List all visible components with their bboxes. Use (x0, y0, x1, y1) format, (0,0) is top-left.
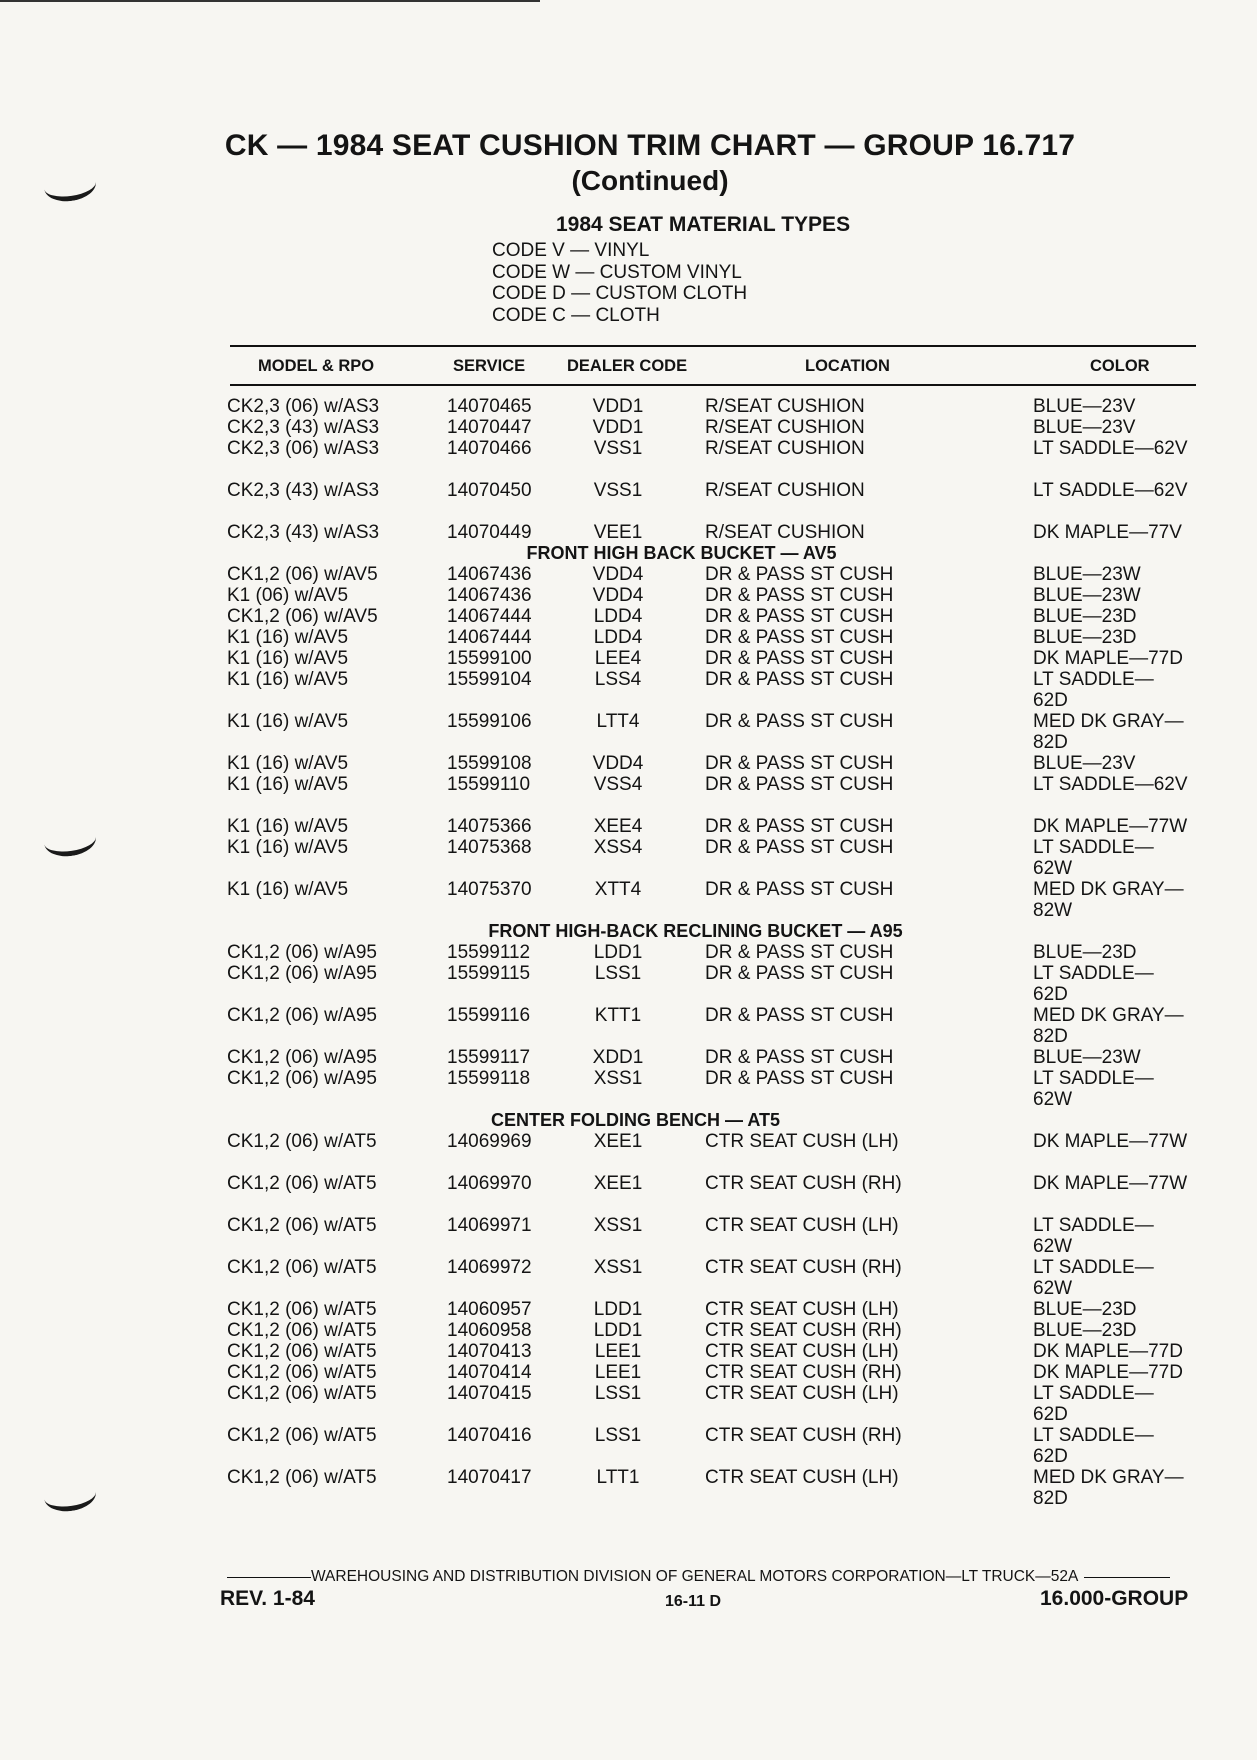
location-cell: R/SEAT CUSHION (705, 480, 865, 501)
table-row (0, 417, 1257, 438)
table-row (0, 774, 1257, 816)
location-cell: DR & PASS ST CUSH (705, 564, 894, 585)
color-cell: BLUE—23D (1033, 1299, 1137, 1320)
page-subtitle: (Continued) (571, 165, 729, 196)
dealer-code-cell: LEE4 (594, 648, 642, 669)
table-row (0, 396, 1257, 417)
location-cell: DR & PASS ST CUSH (705, 774, 894, 795)
color-cell: BLUE—23D (1033, 1320, 1137, 1341)
material-code: CODE C — CLOTH (492, 304, 660, 326)
section-heading (0, 1110, 1257, 1131)
location-cell: CTR SEAT CUSH (RH) (705, 1257, 902, 1278)
location-cell: R/SEAT CUSHION (705, 438, 865, 459)
service-number-cell: 14070415 (447, 1383, 532, 1404)
table-row (0, 1383, 1257, 1425)
dealer-code-cell: VDD1 (592, 396, 644, 417)
color-cell: LT SADDLE—62V (1033, 480, 1188, 501)
model-cell: CK1,2 (06) w/A95 (227, 1047, 377, 1068)
model-cell: K1 (16) w/AV5 (227, 774, 349, 795)
color-cell: BLUE—23D (1033, 942, 1137, 963)
model-cell: CK2,3 (43) w/AS3 (227, 417, 380, 438)
color-cell: DK MAPLE—77D (1033, 1362, 1183, 1383)
service-number-cell: 14070417 (447, 1467, 532, 1488)
color-cell: BLUE—23D (1033, 627, 1137, 648)
service-number-cell: 14069969 (447, 1131, 532, 1152)
color-cell: MED DK GRAY—82D (1033, 711, 1184, 753)
dealer-code-cell: VSS1 (593, 480, 643, 501)
model-cell: CK1,2 (06) w/A95 (227, 942, 377, 963)
table-row (0, 564, 1257, 585)
color-cell: DK MAPLE—77D (1033, 1341, 1183, 1362)
dealer-code-cell: LDD1 (593, 1320, 643, 1341)
service-number-cell: 15599108 (447, 753, 532, 774)
dealer-code-cell: XSS1 (593, 1068, 643, 1089)
trim-table-body (0, 396, 1257, 1509)
service-number-cell: 14067444 (447, 627, 532, 648)
service-number-cell: 15599100 (447, 648, 532, 669)
dealer-code-cell: LTT1 (596, 1467, 640, 1488)
model-cell: CK1,2 (06) w/AT5 (227, 1131, 377, 1152)
service-number-cell: 15599117 (447, 1047, 531, 1068)
dealer-code-cell: VDD4 (592, 564, 644, 585)
color-cell: LT SADDLE—62W (1033, 1068, 1154, 1110)
service-number-cell: 15599112 (447, 942, 531, 963)
table-row (0, 816, 1257, 837)
table-row (0, 627, 1257, 648)
color-cell: LT SADDLE—62D (1033, 1425, 1154, 1467)
table-row (0, 942, 1257, 963)
color-cell: LT SADDLE—62W (1033, 1215, 1154, 1257)
footer-division-line (227, 1567, 1195, 1587)
material-codes-list (492, 240, 747, 326)
service-number-cell: 15599116 (447, 1005, 531, 1026)
location-cell: DR & PASS ST CUSH (705, 753, 894, 774)
location-cell: CTR SEAT CUSH (RH) (705, 1362, 902, 1383)
location-cell: R/SEAT CUSHION (705, 417, 865, 438)
dealer-code-cell: XEE1 (593, 1173, 643, 1194)
color-cell: LT SADDLE—62D (1033, 1383, 1154, 1425)
color-cell: DK MAPLE—77W (1033, 1131, 1188, 1152)
dealer-code-cell: VSS4 (593, 774, 643, 795)
location-cell: CTR SEAT CUSH (LH) (705, 1383, 899, 1404)
location-cell: DR & PASS ST CUSH (705, 1068, 894, 1089)
dealer-code-cell: XDD1 (592, 1047, 644, 1068)
location-cell: DR & PASS ST CUSH (705, 585, 894, 606)
section-heading (0, 543, 1257, 564)
dealer-code-cell: LDD1 (593, 942, 643, 963)
table-row (0, 1362, 1257, 1383)
section-heading-label: FRONT HIGH-BACK RECLINING BUCKET — A95 (488, 921, 903, 941)
location-cell: DR & PASS ST CUSH (705, 1047, 894, 1068)
header-service: SERVICE (453, 357, 526, 375)
service-number-cell: 14070416 (447, 1425, 532, 1446)
dealer-code-cell: XSS1 (593, 1215, 643, 1236)
table-row (0, 669, 1257, 711)
service-number-cell: 15599104 (447, 669, 532, 690)
color-cell: BLUE—23V (1033, 417, 1136, 438)
model-cell: K1 (16) w/AV5 (227, 648, 349, 669)
model-cell: CK2,3 (43) w/AS3 (227, 522, 380, 543)
model-cell: CK1,2 (06) w/AV5 (227, 564, 378, 585)
material-types-title: 1984 SEAT MATERIAL TYPES (556, 213, 851, 236)
dealer-code-cell: LEE1 (594, 1341, 642, 1362)
dealer-code-cell: LDD1 (593, 1299, 643, 1320)
service-number-cell: 14070414 (447, 1362, 532, 1383)
dealer-code-cell: LDD4 (593, 627, 643, 648)
color-cell: LT SADDLE—62V (1033, 438, 1188, 459)
service-number-cell: 15599110 (447, 774, 531, 795)
page-title: CK — 1984 SEAT CUSHION TRIM CHART — GROUP 16.717 (224, 129, 1076, 162)
model-cell: CK1,2 (06) w/AT5 (227, 1383, 377, 1404)
table-top-rule (230, 345, 1196, 347)
table-row (0, 1068, 1257, 1110)
location-cell: DR & PASS ST CUSH (705, 1005, 894, 1026)
footer-group: 16.000-GROUP (1040, 1587, 1189, 1610)
color-cell: MED DK GRAY—82D (1033, 1467, 1184, 1509)
header-color: COLOR (1090, 357, 1150, 375)
location-cell: R/SEAT CUSHION (705, 396, 865, 417)
model-cell: CK1,2 (06) w/AT5 (227, 1341, 377, 1362)
dealer-code-cell: LSS1 (594, 1425, 642, 1446)
section-heading-label: FRONT HIGH BACK BUCKET — AV5 (526, 543, 837, 563)
location-cell: DR & PASS ST CUSH (705, 711, 894, 732)
model-cell: K1 (16) w/AV5 (227, 879, 349, 900)
service-number-cell: 14069971 (447, 1215, 532, 1236)
table-row (0, 1173, 1257, 1215)
dealer-code-cell: XSS1 (593, 1257, 643, 1278)
model-cell: CK1,2 (06) w/A95 (227, 1005, 377, 1026)
model-cell: CK1,2 (06) w/AT5 (227, 1467, 377, 1488)
location-cell: DR & PASS ST CUSH (705, 816, 894, 837)
model-cell: K1 (16) w/AV5 (227, 669, 349, 690)
table-row (0, 837, 1257, 879)
table-row (0, 711, 1257, 753)
color-cell: MED DK GRAY—82W (1033, 879, 1184, 921)
service-number-cell: 14070449 (447, 522, 532, 543)
service-number-cell: 15599115 (447, 963, 531, 984)
table-row (0, 1215, 1257, 1257)
color-cell: DK MAPLE—77D (1033, 648, 1183, 669)
service-number-cell: 14070450 (447, 480, 532, 501)
location-cell: DR & PASS ST CUSH (705, 837, 894, 858)
dealer-code-cell: LDD4 (593, 606, 643, 627)
model-cell: K1 (06) w/AV5 (227, 585, 349, 606)
location-cell: CTR SEAT CUSH (LH) (705, 1467, 899, 1488)
location-cell: CTR SEAT CUSH (RH) (705, 1320, 902, 1341)
location-cell: CTR SEAT CUSH (LH) (705, 1299, 899, 1320)
location-cell: DR & PASS ST CUSH (705, 648, 894, 669)
service-number-cell: 14070466 (447, 438, 532, 459)
color-cell: BLUE—23V (1033, 753, 1136, 774)
service-number-cell: 14075370 (447, 879, 532, 900)
dealer-code-cell: XEE1 (593, 1131, 643, 1152)
location-cell: DR & PASS ST CUSH (705, 606, 894, 627)
service-number-cell: 14069972 (447, 1257, 532, 1278)
model-cell: K1 (16) w/AV5 (227, 753, 349, 774)
dealer-code-cell: VDD4 (592, 585, 644, 606)
model-cell: K1 (16) w/AV5 (227, 711, 349, 732)
service-number-cell: 14069970 (447, 1173, 532, 1194)
table-row (0, 1047, 1257, 1068)
location-cell: DR & PASS ST CUSH (705, 879, 894, 900)
location-cell: DR & PASS ST CUSH (705, 627, 894, 648)
color-cell: MED DK GRAY—82D (1033, 1005, 1184, 1047)
color-cell: BLUE—23W (1033, 564, 1141, 585)
service-number-cell: 14067436 (447, 585, 532, 606)
location-cell: CTR SEAT CUSH (LH) (705, 1341, 899, 1362)
model-cell: CK1,2 (06) w/A95 (227, 963, 377, 984)
color-cell: LT SADDLE—62W (1033, 837, 1154, 879)
section-heading (0, 921, 1257, 942)
model-cell: CK1,2 (06) w/AT5 (227, 1320, 377, 1341)
model-cell: CK1,2 (06) w/AT5 (227, 1362, 377, 1383)
model-cell: K1 (16) w/AV5 (227, 816, 349, 837)
header-location: LOCATION (805, 357, 890, 375)
model-cell: CK1,2 (06) w/AT5 (227, 1215, 377, 1236)
page-top-rule (0, 0, 540, 2)
table-row (0, 1425, 1257, 1467)
table-row (0, 648, 1257, 669)
service-number-cell: 14070447 (447, 417, 532, 438)
dealer-code-cell: XTT4 (594, 879, 642, 900)
location-cell: CTR SEAT CUSH (RH) (705, 1173, 902, 1194)
location-cell: DR & PASS ST CUSH (705, 669, 894, 690)
binder-hole-mark (42, 167, 98, 205)
model-cell: CK1,2 (06) w/AT5 (227, 1257, 377, 1278)
table-row (0, 963, 1257, 1005)
service-number-cell: 14070465 (447, 396, 532, 417)
table-row (0, 1005, 1257, 1047)
header-dealer-code: DEALER CODE (567, 357, 688, 375)
service-number-cell: 14070413 (447, 1341, 532, 1362)
color-cell: BLUE—23D (1033, 606, 1137, 627)
table-row (0, 1299, 1257, 1320)
table-row (0, 753, 1257, 774)
table-row (0, 1257, 1257, 1299)
footer-division: WAREHOUSING AND DISTRIBUTION DIVISION OF GENERAL MOTORS CORPORATION—LT TRUCK—52A (311, 1568, 1079, 1585)
service-number-cell: 14060957 (447, 1299, 532, 1320)
color-cell: DK MAPLE—77W (1033, 816, 1188, 837)
dealer-code-cell: VDD1 (592, 417, 644, 438)
model-cell: CK2,3 (06) w/AS3 (227, 396, 380, 417)
dealer-code-cell: LSS1 (594, 963, 642, 984)
service-number-cell: 15599118 (447, 1068, 531, 1089)
material-code: CODE V — VINYL (492, 240, 650, 261)
table-row (0, 1320, 1257, 1341)
location-cell: CTR SEAT CUSH (LH) (705, 1215, 899, 1236)
service-number-cell: 14067444 (447, 606, 532, 627)
dealer-code-cell: VDD4 (592, 753, 644, 774)
dealer-code-cell: XEE4 (593, 816, 643, 837)
color-cell: LT SADDLE—62W (1033, 1257, 1154, 1299)
dealer-code-cell: KTT1 (594, 1005, 642, 1026)
section-heading-label: CENTER FOLDING BENCH — AT5 (490, 1110, 780, 1130)
table-row (0, 1131, 1257, 1173)
service-number-cell: 14067436 (447, 564, 532, 585)
table-row (0, 606, 1257, 627)
color-cell: BLUE—23V (1033, 396, 1136, 417)
color-cell: DK MAPLE—77W (1033, 1173, 1188, 1194)
table-row (0, 480, 1257, 522)
material-code: CODE W — CUSTOM VINYL (492, 261, 742, 283)
footer-rule (1084, 1577, 1170, 1578)
location-cell: CTR SEAT CUSH (LH) (705, 1131, 899, 1152)
dealer-code-cell: LSS4 (594, 669, 642, 690)
service-number-cell: 15599106 (447, 711, 532, 732)
table-row (0, 585, 1257, 606)
table-row (0, 879, 1257, 921)
material-code: CODE D — CUSTOM CLOTH (492, 283, 748, 304)
model-cell: CK1,2 (06) w/AT5 (227, 1299, 377, 1320)
model-cell: CK2,3 (06) w/AS3 (227, 438, 380, 459)
table-header-rule (230, 384, 1196, 386)
model-cell: CK1,2 (06) w/AT5 (227, 1425, 377, 1446)
location-cell: CTR SEAT CUSH (RH) (705, 1425, 902, 1446)
model-cell: K1 (16) w/AV5 (227, 627, 349, 648)
header-model: MODEL & RPO (258, 357, 375, 375)
color-cell: LT SADDLE—62D (1033, 669, 1154, 711)
dealer-code-cell: LEE1 (594, 1362, 642, 1383)
model-cell: CK2,3 (43) w/AS3 (227, 480, 380, 501)
dealer-code-cell: VSS1 (593, 438, 643, 459)
table-row (0, 522, 1257, 543)
footer-revision: REV. 1-84 (220, 1587, 315, 1610)
model-cell: CK1,2 (06) w/A95 (227, 1068, 377, 1089)
model-cell: CK1,2 (06) w/AV5 (227, 606, 378, 627)
color-cell: LT SADDLE—62D (1033, 963, 1154, 1005)
table-row (0, 1341, 1257, 1362)
location-cell: DR & PASS ST CUSH (705, 963, 894, 984)
color-cell: DK MAPLE—77V (1033, 522, 1182, 543)
table-row (0, 438, 1257, 480)
footer-page-number: 16-11 D (665, 1593, 722, 1610)
dealer-code-cell: XSS4 (593, 837, 643, 858)
table-row (0, 1467, 1257, 1509)
service-number-cell: 14060958 (447, 1320, 532, 1341)
service-number-cell: 14075368 (447, 837, 532, 858)
dealer-code-cell: LTT4 (596, 711, 640, 732)
model-cell: K1 (16) w/AV5 (227, 837, 349, 858)
color-cell: BLUE—23W (1033, 1047, 1141, 1068)
color-cell: BLUE—23W (1033, 585, 1141, 606)
dealer-code-cell: LSS1 (594, 1383, 642, 1404)
location-cell: R/SEAT CUSHION (705, 522, 865, 543)
dealer-code-cell: VEE1 (593, 522, 643, 543)
color-cell: LT SADDLE—62V (1033, 774, 1188, 795)
service-number-cell: 14075366 (447, 816, 532, 837)
location-cell: DR & PASS ST CUSH (705, 942, 894, 963)
model-cell: CK1,2 (06) w/AT5 (227, 1173, 377, 1194)
footer-rule (227, 1577, 311, 1578)
